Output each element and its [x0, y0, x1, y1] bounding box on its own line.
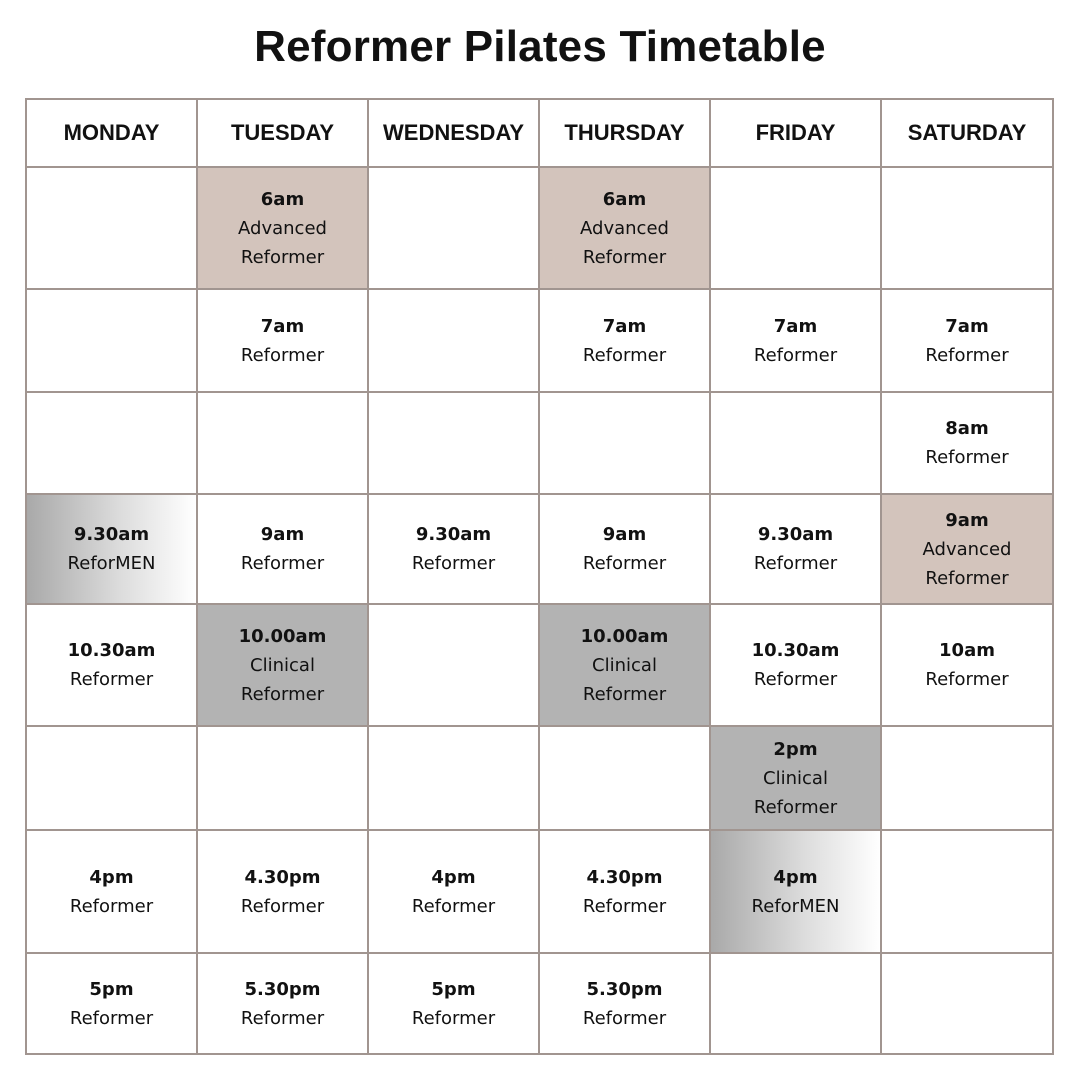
class-name: Advanced [238, 217, 327, 239]
class-slot [881, 604, 1053, 726]
class-name: Reformer [240, 246, 325, 268]
empty-slot [368, 726, 539, 830]
class-time: 5.30pm [244, 978, 321, 1000]
empty-slot [368, 289, 539, 392]
class-time: 7am [945, 315, 989, 337]
empty-slot [26, 167, 197, 289]
class-slot [26, 830, 197, 953]
class-name: Reformer [69, 895, 154, 917]
class-slot [26, 494, 197, 604]
class-slot [710, 726, 881, 830]
class-time: 10.00am [238, 625, 327, 647]
class-name: Reformer [753, 344, 838, 366]
table-row [26, 167, 1053, 289]
page-title: Reformer Pilates Timetable [254, 22, 826, 71]
class-time: 9.30am [757, 524, 834, 545]
class-name: Reformer [753, 796, 838, 818]
class-slot [197, 494, 368, 604]
class-name: Reformer [582, 895, 667, 917]
empty-slot [539, 392, 710, 494]
class-name: Reformer [582, 553, 667, 574]
empty-slot [368, 604, 539, 726]
empty-slot [368, 392, 539, 494]
class-slot [539, 953, 710, 1054]
table-row [26, 830, 1053, 953]
class-name: Reformer [582, 344, 667, 366]
day-header-saturday: SATURDAY [881, 99, 1053, 167]
class-time: 4.30pm [586, 866, 663, 888]
empty-slot [881, 953, 1053, 1054]
day-header-thursday: THURSDAY [539, 99, 710, 167]
class-slot [710, 494, 881, 604]
class-slot [197, 830, 368, 953]
class-time: 10am [939, 640, 995, 661]
class-time: 4pm [431, 866, 476, 888]
table-row [26, 392, 1053, 494]
class-slot [710, 289, 881, 392]
class-time: 9.30am [73, 524, 150, 545]
class-name: Reformer [411, 1007, 496, 1029]
class-slot [368, 953, 539, 1054]
class-name: Reformer [69, 1007, 154, 1029]
class-slot [710, 830, 881, 953]
class-slot [368, 494, 539, 604]
class-slot [368, 830, 539, 953]
class-name: Reformer [240, 553, 325, 574]
empty-slot [539, 726, 710, 830]
empty-slot [710, 392, 881, 494]
empty-slot [881, 726, 1053, 830]
empty-slot [881, 830, 1053, 953]
empty-slot [197, 726, 368, 830]
class-name: ReforMEN [67, 553, 156, 574]
class-time: 6am [260, 188, 305, 210]
class-time: 9.30am [415, 524, 492, 545]
class-name: Advanced [922, 538, 1012, 560]
class-time: 5pm [431, 978, 476, 1000]
class-slot [197, 167, 368, 289]
day-header-row [26, 99, 1053, 167]
timetable [25, 98, 1054, 1055]
class-name: ReforMEN [751, 895, 840, 917]
class-slot [26, 953, 197, 1054]
class-name: Advanced [580, 217, 669, 239]
class-name: Reformer [925, 669, 1009, 690]
class-name: Reformer [582, 246, 667, 268]
class-time: 8am [945, 418, 989, 439]
class-slot [26, 604, 197, 726]
class-time: 9am [260, 524, 305, 545]
day-header-monday: MONDAY [26, 99, 197, 167]
class-time: 10.00am [580, 625, 669, 647]
empty-slot [710, 167, 881, 289]
class-name: Reformer [925, 447, 1009, 468]
class-name: Clinical [250, 654, 315, 676]
class-slot [197, 604, 368, 726]
class-name: Reformer [582, 1007, 667, 1029]
empty-slot [26, 289, 197, 392]
class-slot [881, 289, 1053, 392]
class-time: 4.30pm [244, 866, 321, 888]
class-time: 5pm [89, 978, 134, 1000]
class-time: 7am [260, 315, 305, 337]
table-row [26, 604, 1053, 726]
class-name: Clinical [592, 654, 657, 676]
empty-slot [26, 726, 197, 830]
class-slot [539, 494, 710, 604]
class-time: 4pm [89, 866, 134, 888]
empty-slot [26, 392, 197, 494]
class-name: Reformer [753, 553, 838, 574]
class-time: 6am [602, 188, 647, 210]
table-row [26, 726, 1053, 830]
class-time: 9am [602, 524, 647, 545]
class-time: 10.30am [67, 640, 156, 661]
class-time: 2pm [773, 738, 818, 760]
class-name: Reformer [925, 344, 1009, 366]
empty-slot [881, 167, 1053, 289]
class-slot [197, 953, 368, 1054]
class-name: Reformer [411, 895, 496, 917]
class-name: Clinical [763, 767, 828, 789]
class-name: Reformer [69, 669, 154, 690]
empty-slot [710, 953, 881, 1054]
table-row [26, 289, 1053, 392]
class-time: 4pm [773, 866, 818, 888]
class-name: Reformer [411, 553, 496, 574]
day-header-friday: FRIDAY [710, 99, 881, 167]
empty-slot [368, 167, 539, 289]
class-name: Reformer [925, 567, 1009, 589]
day-header-wednesday: WEDNESDAY [368, 99, 539, 167]
day-header-tuesday: TUESDAY [197, 99, 368, 167]
class-slot [881, 494, 1053, 604]
class-name: Reformer [240, 344, 325, 366]
class-slot [710, 604, 881, 726]
table-row [26, 953, 1053, 1054]
class-time: 7am [602, 315, 647, 337]
class-name: Reformer [753, 669, 838, 690]
class-slot [539, 167, 710, 289]
class-slot [539, 604, 710, 726]
timetable-body [26, 167, 1053, 1054]
table-row [26, 494, 1053, 604]
class-time: 10.30am [751, 640, 840, 661]
class-time: 9am [945, 509, 989, 531]
class-slot [881, 392, 1053, 494]
class-slot [539, 830, 710, 953]
class-name: Reformer [240, 1007, 325, 1029]
class-slot [197, 289, 368, 392]
class-name: Reformer [240, 895, 325, 917]
class-name: Reformer [582, 683, 667, 705]
empty-slot [197, 392, 368, 494]
class-time: 5.30pm [586, 978, 663, 1000]
class-time: 7am [773, 315, 818, 337]
class-name: Reformer [240, 683, 325, 705]
class-slot [539, 289, 710, 392]
